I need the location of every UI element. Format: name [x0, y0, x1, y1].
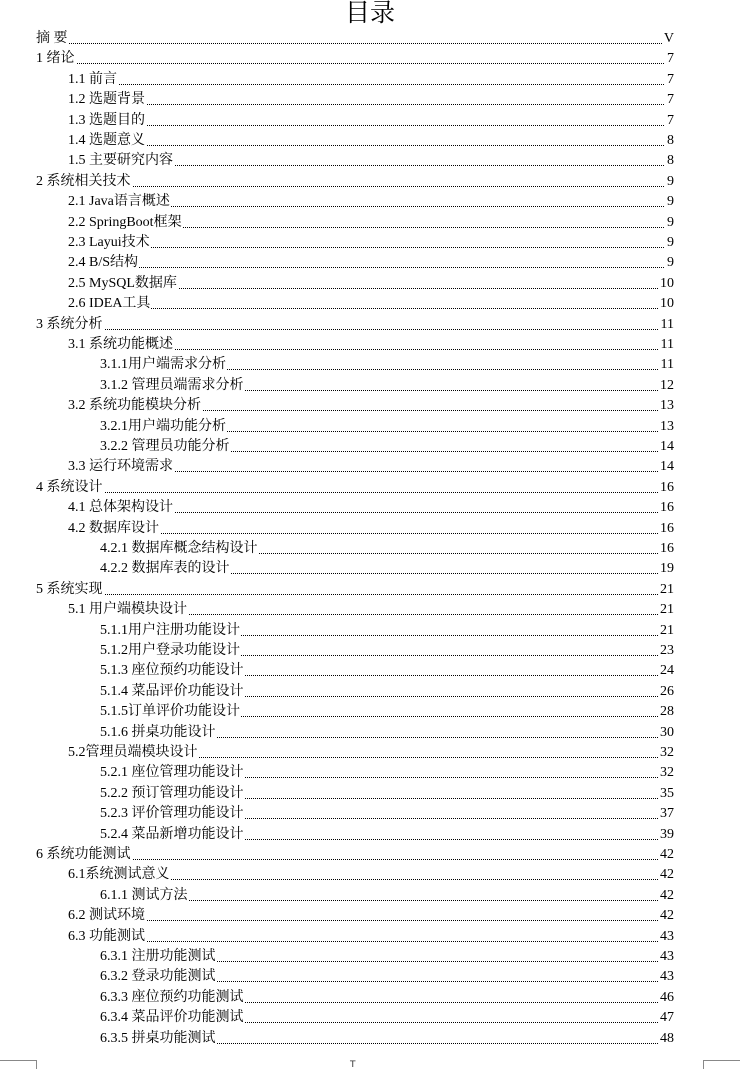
- toc-entry-page-number: 21: [658, 621, 674, 641]
- toc-entry-label: 3 系统分析: [36, 315, 104, 335]
- toc-dot-leader: [72, 267, 670, 268]
- toc-entry-page-number: 9: [665, 253, 674, 273]
- toc-entry-label: 5.1.1用户注册功能设计: [100, 621, 241, 641]
- toc-entry-label: 4.2 数据库设计: [68, 519, 160, 539]
- toc-entry[interactable]: [0, 90, 740, 110]
- page-corner-mark-right: [703, 1060, 740, 1069]
- toc-entry-page-number: 16: [658, 519, 674, 539]
- toc-entry-page-number: 48: [658, 1029, 674, 1049]
- toc-entry[interactable]: [0, 335, 740, 355]
- toc-entry[interactable]: [0, 192, 740, 212]
- toc-entry[interactable]: [0, 376, 740, 396]
- toc-entry[interactable]: [0, 804, 740, 824]
- toc-entry-page-number: 9: [665, 192, 674, 212]
- toc-dot-leader: [40, 186, 670, 187]
- toc-entry-label: 2.5 MySQL数据库: [68, 274, 178, 294]
- toc-entry[interactable]: [0, 559, 740, 579]
- toc-entry[interactable]: [0, 498, 740, 518]
- toc-entry-page-number: 7: [665, 49, 674, 69]
- toc-entry-label: 4.2.2 数据库表的设计: [100, 559, 231, 579]
- toc-entry-label: 1.5 主要研究内容: [68, 151, 174, 171]
- toc-entry-page-number: 39: [658, 825, 674, 845]
- toc-entry[interactable]: [0, 865, 740, 885]
- toc-entry-label: 3.1 系统功能概述: [68, 335, 174, 355]
- toc-entry-label: 6.3.3 座位预约功能测试: [100, 988, 245, 1008]
- toc-entry[interactable]: [0, 927, 740, 947]
- toc-entry-label: 3.2 系统功能模块分析: [68, 396, 202, 416]
- toc-entry[interactable]: [0, 70, 740, 90]
- toc-entry-page-number: 23: [658, 641, 674, 661]
- toc-entry[interactable]: [0, 825, 740, 845]
- toc-entry-label: 3.1.2 管理员端需求分析: [100, 376, 245, 396]
- toc-entry-page-number: 16: [658, 478, 674, 498]
- toc-entry[interactable]: [0, 294, 740, 314]
- toc-entry-label: 5 系统实现: [36, 580, 104, 600]
- toc-entry[interactable]: [0, 947, 740, 967]
- toc-entry[interactable]: [0, 641, 740, 661]
- toc-entry-page-number: 7: [665, 70, 674, 90]
- toc-entry-page-number: 46: [658, 988, 674, 1008]
- toc-entry-label: 1.3 选题目的: [68, 111, 146, 131]
- footer-mark: T: [350, 1060, 356, 1070]
- toc-entry-page-number: 35: [658, 784, 674, 804]
- toc-entry[interactable]: [0, 906, 740, 926]
- toc-entry-page-number: 14: [658, 457, 674, 477]
- toc-entry-label: 4.1 总体架构设计: [68, 498, 174, 518]
- toc-entry-label: 6.1系统测试意义: [68, 865, 171, 885]
- toc-entry-label: 1 绪论: [36, 49, 76, 69]
- toc-entry[interactable]: [0, 1008, 740, 1028]
- toc-entry-label: 5.1 用户端模块设计: [68, 600, 188, 620]
- toc-entry-label: 5.1.6 拼桌功能设计: [100, 723, 217, 743]
- toc-entry-label: 3.3 运行环境需求: [68, 457, 174, 477]
- toc-entry-page-number: 21: [658, 580, 674, 600]
- toc-entry-page-number: 21: [658, 600, 674, 620]
- toc-entry-page-number: 8: [665, 151, 674, 171]
- toc-entry-page-number: 43: [658, 947, 674, 967]
- toc-dot-leader: [72, 104, 670, 105]
- toc-entry-page-number: 14: [658, 437, 674, 457]
- toc-entry-page-number: 16: [658, 498, 674, 518]
- toc-entry-page-number: 43: [658, 967, 674, 987]
- toc-entry[interactable]: [0, 131, 740, 151]
- toc-entry-label: 2.2 SpringBoot框架: [68, 213, 183, 233]
- toc-entry-page-number: 43: [658, 927, 674, 947]
- toc-entry-label: 2 系统相关技术: [36, 172, 132, 192]
- toc-entry-label: 2.1 Java语言概述: [68, 192, 171, 212]
- toc-dot-leader: [40, 492, 670, 493]
- toc-entry-page-number: 19: [658, 559, 674, 579]
- toc-entry-page-number: 42: [658, 865, 674, 885]
- toc-entry-label: 6.2 测试环境: [68, 906, 146, 926]
- toc-entry[interactable]: [0, 315, 740, 335]
- toc-entry[interactable]: [0, 886, 740, 906]
- toc-entry-label: 3.1.1用户端需求分析: [100, 355, 227, 375]
- toc-dot-leader: [72, 920, 670, 921]
- toc-entry-page-number: 9: [665, 213, 674, 233]
- toc-entry-page-number: 7: [665, 111, 674, 131]
- toc-entry-label: 5.2.2 预订管理功能设计: [100, 784, 245, 804]
- toc-entry-page-number: 13: [658, 417, 674, 437]
- toc-entry-label: 6.3.2 登录功能测试: [100, 967, 217, 987]
- page-title: 目录: [344, 0, 395, 27]
- toc-entry-page-number: 11: [659, 335, 674, 355]
- toc-entry[interactable]: [0, 111, 740, 131]
- toc-entry[interactable]: [0, 1029, 740, 1049]
- toc-entry-label: 6 系统功能测试: [36, 845, 132, 865]
- toc-entry-page-number: 37: [658, 804, 674, 824]
- toc-dot-leader: [40, 859, 670, 860]
- toc-entry[interactable]: [0, 417, 740, 437]
- toc-dot-leader: [72, 308, 670, 309]
- toc-entry-page-number: 42: [658, 906, 674, 926]
- toc-entry[interactable]: [0, 539, 740, 559]
- toc-entry-label: 4 系统设计: [36, 478, 104, 498]
- toc-entry-page-number: 16: [658, 539, 674, 559]
- toc-entry[interactable]: [0, 213, 740, 233]
- toc-entry[interactable]: [0, 437, 740, 457]
- toc-entry-page-number: 11: [659, 315, 674, 335]
- toc-entry[interactable]: [0, 743, 740, 763]
- toc-entry[interactable]: [0, 233, 740, 253]
- toc-dot-leader: [72, 941, 670, 942]
- toc-entry-label: 5.2.3 评价管理功能设计: [100, 804, 245, 824]
- toc-dot-leader: [40, 63, 670, 64]
- toc-entry-label: 3.2.1用户端功能分析: [100, 417, 227, 437]
- toc-entry-label: 5.2管理员端模块设计: [68, 743, 199, 763]
- toc-entry-page-number: 42: [658, 845, 674, 865]
- toc-dot-leader: [72, 247, 670, 248]
- toc-entry-label: 2.6 IDEA工具: [68, 294, 151, 314]
- toc-entry[interactable]: [0, 172, 740, 192]
- toc-entry-label: 3.2.2 管理员功能分析: [100, 437, 231, 457]
- toc-entry-label: 1.4 选题意义: [68, 131, 146, 151]
- toc-entry-label: 6.3 功能测试: [68, 927, 146, 947]
- toc-entry[interactable]: [0, 355, 740, 375]
- toc-entry-page-number: 13: [658, 396, 674, 416]
- toc-entry[interactable]: [0, 151, 740, 171]
- toc-dot-leader: [72, 533, 670, 534]
- toc-entry[interactable]: [0, 988, 740, 1008]
- toc-entry[interactable]: [0, 396, 740, 416]
- toc-entry-page-number: V: [662, 29, 674, 49]
- toc-entry[interactable]: [0, 49, 740, 69]
- toc-entry-page-number: 26: [658, 682, 674, 702]
- toc-entry-label: 5.1.4 菜品评价功能设计: [100, 682, 245, 702]
- toc-entry[interactable]: [0, 621, 740, 641]
- toc-entry-page-number: 11: [659, 355, 674, 375]
- toc-dot-leader: [72, 84, 670, 85]
- toc-entry-page-number: 8: [665, 131, 674, 151]
- toc-entry-label: 6.3.1 注册功能测试: [100, 947, 217, 967]
- toc-entry-label: 5.2.4 菜品新增功能设计: [100, 825, 245, 845]
- toc-entry-page-number: 9: [665, 172, 674, 192]
- toc-entry[interactable]: [0, 702, 740, 722]
- toc-entry-page-number: 9: [665, 233, 674, 253]
- toc-entry-page-number: 12: [658, 376, 674, 396]
- toc-entry[interactable]: [0, 723, 740, 743]
- toc-entry-label: 6.3.4 菜品评价功能测试: [100, 1008, 245, 1028]
- toc-dot-leader: [72, 145, 670, 146]
- toc-entry-label: 6.3.5 拼桌功能测试: [100, 1029, 217, 1049]
- toc-dot-leader: [72, 125, 670, 126]
- toc-entry[interactable]: [0, 763, 740, 783]
- toc-entry[interactable]: [0, 967, 740, 987]
- toc-entry[interactable]: [0, 478, 740, 498]
- toc-entry[interactable]: [0, 600, 740, 620]
- toc-entry-page-number: 10: [658, 294, 674, 314]
- toc-entry-label: 2.3 Layui技术: [68, 233, 151, 253]
- toc-dot-leader: [40, 594, 670, 595]
- toc-entry-page-number: 10: [658, 274, 674, 294]
- toc-entry-label: 2.4 B/S结构: [68, 253, 139, 273]
- toc-dot-leader: [40, 43, 670, 44]
- toc-entry-page-number: 28: [658, 702, 674, 722]
- toc-entry-page-number: 24: [658, 661, 674, 681]
- toc-entry-label: 1.1 前言: [68, 70, 118, 90]
- toc-entry-label: 5.1.2用户登录功能设计: [100, 641, 241, 661]
- toc-entry-page-number: 7: [665, 90, 674, 110]
- toc-entry-label: 4.2.1 数据库概念结构设计: [100, 539, 259, 559]
- toc-entry[interactable]: [0, 519, 740, 539]
- toc-entry[interactable]: [0, 661, 740, 681]
- toc-entry[interactable]: [0, 845, 740, 865]
- toc-entry-page-number: 42: [658, 886, 674, 906]
- toc-entry[interactable]: [0, 784, 740, 804]
- toc-entry-label: 摘 要: [36, 29, 69, 49]
- toc-entry-label: 5.2.1 座位管理功能设计: [100, 763, 245, 783]
- toc-entry[interactable]: [0, 274, 740, 294]
- toc-entry[interactable]: [0, 457, 740, 477]
- page-corner-mark-left: [0, 1060, 37, 1069]
- toc-entry[interactable]: [0, 253, 740, 273]
- toc-dot-leader: [40, 329, 670, 330]
- toc-dot-leader: [104, 900, 670, 901]
- toc-entry-page-number: 32: [658, 743, 674, 763]
- toc-entry-page-number: 47: [658, 1008, 674, 1028]
- toc-entry[interactable]: [0, 580, 740, 600]
- toc-entry-page-number: 32: [658, 763, 674, 783]
- toc-entry[interactable]: [0, 29, 740, 49]
- toc-entry-label: 5.1.5订单评价功能设计: [100, 702, 241, 722]
- toc-entry-label: 1.2 选题背景: [68, 90, 146, 110]
- toc-entry-label: 5.1.3 座位预约功能设计: [100, 661, 245, 681]
- toc-entry-label: 6.1.1 测试方法: [100, 886, 189, 906]
- toc-entry[interactable]: [0, 682, 740, 702]
- toc-entry-page-number: 30: [658, 723, 674, 743]
